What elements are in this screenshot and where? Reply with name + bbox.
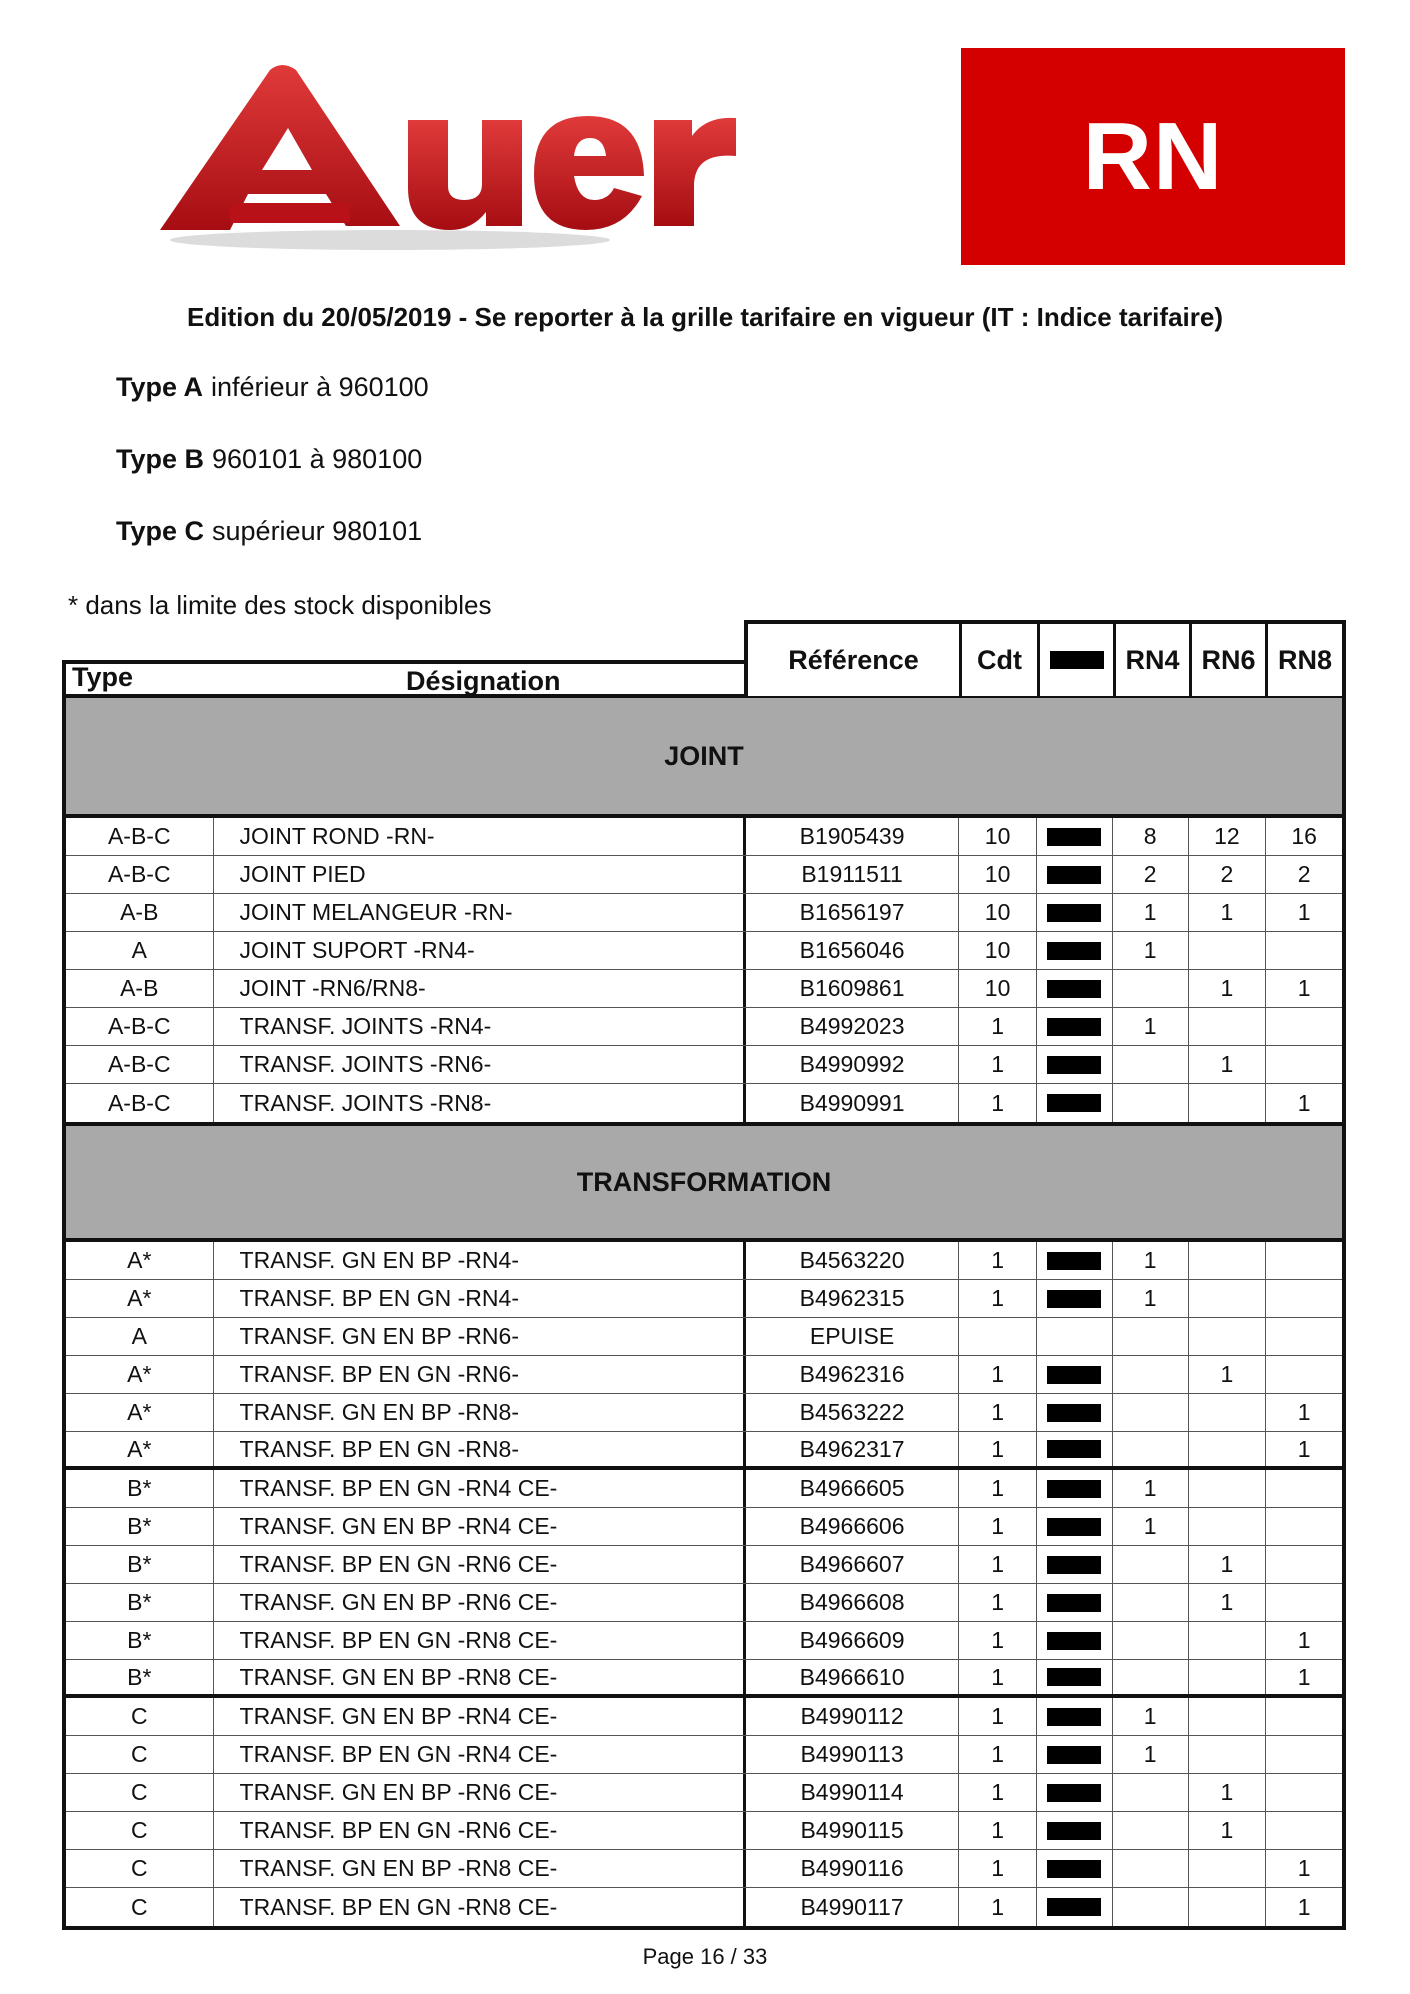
cell-cdt: 10 <box>959 818 1037 855</box>
cell-rn6 <box>1189 1242 1267 1279</box>
cell-rn4: 8 <box>1113 818 1189 855</box>
section-transformation: TRANSFORMATION <box>66 1122 1342 1242</box>
black-bar-icon <box>1047 904 1101 922</box>
joint-rows <box>66 818 1342 1122</box>
cell-reference: EPUISE <box>746 1318 959 1355</box>
cell-rn8 <box>1266 932 1342 969</box>
cell-rn6: 1 <box>1189 1546 1267 1583</box>
cell-cdt: 1 <box>959 1584 1037 1621</box>
cell-rn4: 1 <box>1113 1508 1189 1545</box>
table-row <box>66 1698 1342 1736</box>
cell-type: B* <box>66 1660 214 1694</box>
cell-type: C <box>66 1850 214 1887</box>
cell-reference: B4990112 <box>746 1698 959 1735</box>
cell-rn8: 16 <box>1291 823 1317 849</box>
type-b-line <box>116 444 422 475</box>
cell-rn4 <box>1113 1046 1189 1083</box>
cell-reference: B4990991 <box>746 1084 959 1122</box>
cell-designation: TRANSF. BP EN GN -RN8 CE- <box>214 1622 746 1659</box>
cell-rn4 <box>1113 1812 1189 1849</box>
cell-rn6: 1 <box>1189 1774 1267 1811</box>
cell-rn6 <box>1189 1394 1267 1431</box>
table-header-right <box>744 620 1346 700</box>
table-row <box>66 1470 1342 1508</box>
black-bar-icon <box>1047 1480 1101 1498</box>
cell-rn4: 1 <box>1113 1470 1189 1507</box>
cell-rn4: 1 <box>1113 1280 1189 1317</box>
cell-bar <box>1037 1046 1113 1083</box>
cell-type: C <box>66 1736 214 1773</box>
page-number: Page 16 / 33 <box>642 1944 768 1969</box>
cell-rn8: 1 <box>1297 1663 1311 1690</box>
cell-rn4 <box>1113 1888 1189 1926</box>
table-row <box>66 1584 1342 1622</box>
edition-line: Edition du 20/05/2019 - Se reporter à la grille tarifaire en vigueur (IT : Indice tarifaire) <box>187 302 1223 332</box>
cell-designation: TRANSF. JOINTS -RN8- <box>214 1084 746 1122</box>
cell-designation: TRANSF. BP EN GN -RN4 CE- <box>214 1470 746 1507</box>
cell-reference: B4966610 <box>746 1660 959 1694</box>
cell-rn4 <box>1113 1356 1189 1393</box>
cell-reference: B4966609 <box>746 1622 959 1659</box>
cell-type: C <box>66 1888 214 1926</box>
cell-rn8 <box>1266 1318 1342 1355</box>
black-bar-icon <box>1047 1898 1101 1916</box>
cell-rn8: 1 <box>1297 899 1311 925</box>
cell-cdt <box>959 1318 1037 1355</box>
black-bar-icon <box>1047 1708 1101 1726</box>
cell-rn6 <box>1189 1318 1267 1355</box>
type-b-range: 960101 à 980100 <box>212 444 423 474</box>
cell-rn6: 1 <box>1189 1046 1267 1083</box>
auer-logo <box>150 58 760 253</box>
type-a-range: inférieur à 960100 <box>211 372 429 402</box>
cell-designation: TRANSF. BP EN GN -RN6 CE- <box>214 1546 746 1583</box>
table-row <box>66 856 1342 894</box>
cell-rn8: 1 <box>1297 1627 1311 1653</box>
cell-bar <box>1037 1280 1113 1317</box>
cell-bar <box>1037 1394 1113 1431</box>
cell-rn4 <box>1113 1850 1189 1887</box>
cell-bar <box>1037 970 1113 1007</box>
cell-designation: TRANSF. GN EN BP -RN8- <box>214 1394 746 1431</box>
cell-bar <box>1037 932 1113 969</box>
cell-reference: B4990117 <box>746 1888 959 1926</box>
cell-rn4: 1 <box>1113 1736 1189 1773</box>
cell-designation: TRANSF. BP EN GN -RN6- <box>214 1356 746 1393</box>
cell-type: B* <box>66 1508 214 1545</box>
cell-reference: B4966607 <box>746 1546 959 1583</box>
type-b-label: Type B <box>116 444 205 474</box>
cell-bar <box>1037 1888 1113 1926</box>
cell-cdt: 1 <box>959 1008 1037 1045</box>
section-joint: JOINT <box>66 698 1342 818</box>
cell-bar <box>1037 1242 1113 1279</box>
cell-rn4 <box>1113 1432 1189 1466</box>
cell-type: A-B-C <box>66 1084 214 1122</box>
cell-bar <box>1037 1508 1113 1545</box>
header-designation: Désignation <box>406 666 561 696</box>
cell-bar <box>1037 1850 1113 1887</box>
cell-type: A-B-C <box>66 1046 214 1083</box>
cell-bar <box>1037 1356 1113 1393</box>
cell-rn6: 2 <box>1189 856 1267 893</box>
cell-type: A-B-C <box>66 856 214 893</box>
cell-rn4: 2 <box>1113 856 1189 893</box>
table-row <box>66 1660 1342 1698</box>
cell-type: A* <box>66 1356 214 1393</box>
header-cdt: Cdt <box>962 624 1040 696</box>
black-bar-icon <box>1047 1668 1101 1686</box>
cell-rn4: 1 <box>1113 1242 1189 1279</box>
cell-cdt: 1 <box>959 1356 1037 1393</box>
cell-reference: B4962317 <box>746 1432 959 1466</box>
black-bar-icon <box>1047 1746 1101 1764</box>
cell-cdt: 1 <box>959 1546 1037 1583</box>
cell-reference: B1905439 <box>746 818 959 855</box>
cell-type: A-B <box>66 970 214 1007</box>
cell-cdt: 10 <box>959 856 1037 893</box>
cell-rn4 <box>1113 1622 1189 1659</box>
cell-type: B* <box>66 1622 214 1659</box>
cell-reference: B4990992 <box>746 1046 959 1083</box>
cell-designation: TRANSF. GN EN BP -RN6 CE- <box>214 1774 746 1811</box>
cell-reference: B4990113 <box>746 1736 959 1773</box>
type-c-line <box>116 516 422 547</box>
table-row <box>66 970 1342 1008</box>
cell-rn6 <box>1189 1850 1267 1887</box>
cell-cdt: 10 <box>959 894 1037 931</box>
cell-designation: TRANSF. JOINTS -RN4- <box>214 1008 746 1045</box>
black-bar-icon <box>1047 1094 1101 1112</box>
cell-rn6: 12 <box>1189 818 1267 855</box>
price-table <box>62 698 1346 1930</box>
cell-rn8: 1 <box>1297 1399 1311 1425</box>
black-bar-icon <box>1047 1018 1101 1036</box>
cell-designation: TRANSF. BP EN GN -RN6 CE- <box>214 1812 746 1849</box>
cell-rn6 <box>1189 1008 1267 1045</box>
cell-rn6 <box>1189 1888 1267 1926</box>
table-row <box>66 1008 1342 1046</box>
table-row <box>66 1850 1342 1888</box>
table-row <box>66 1736 1342 1774</box>
table-row <box>66 1508 1342 1546</box>
cell-rn6: 1 <box>1189 894 1267 931</box>
cell-designation: JOINT SUPORT -RN4- <box>214 932 746 969</box>
cell-rn6: 1 <box>1189 970 1267 1007</box>
cell-rn8: 1 <box>1297 1089 1311 1116</box>
cell-reference: B4992023 <box>746 1008 959 1045</box>
cell-rn4: 1 <box>1113 1008 1189 1045</box>
cell-rn8: 1 <box>1297 1435 1311 1462</box>
cell-rn8 <box>1266 1280 1342 1317</box>
cell-bar <box>1037 1622 1113 1659</box>
header-rn4: RN4 <box>1116 624 1192 696</box>
cell-designation: TRANSF. GN EN BP -RN8 CE- <box>214 1850 746 1887</box>
black-bar-icon <box>1047 1860 1101 1878</box>
cell-rn6: 1 <box>1189 1584 1267 1621</box>
cell-rn8: 1 <box>1297 1893 1311 1920</box>
transformation-rows <box>66 1242 1342 1926</box>
black-bar-icon <box>1047 1632 1101 1650</box>
cell-designation: TRANSF. JOINTS -RN6- <box>214 1046 746 1083</box>
cell-bar <box>1037 1660 1113 1694</box>
table-row <box>66 818 1342 856</box>
cell-rn8 <box>1266 1774 1342 1811</box>
cell-reference: B4966608 <box>746 1584 959 1621</box>
black-bar-icon <box>1047 1518 1101 1536</box>
cell-designation: TRANSF. GN EN BP -RN4 CE- <box>214 1698 746 1735</box>
cell-cdt: 1 <box>959 1280 1037 1317</box>
cell-reference: B1656046 <box>746 932 959 969</box>
cell-rn6 <box>1189 1084 1267 1122</box>
cell-cdt: 1 <box>959 1698 1037 1735</box>
cell-cdt: 1 <box>959 1736 1037 1773</box>
black-bar-icon <box>1047 1784 1101 1802</box>
table-row <box>66 932 1342 970</box>
table-row <box>66 1242 1342 1280</box>
cell-rn6 <box>1189 932 1267 969</box>
cell-bar <box>1037 1812 1113 1849</box>
cell-designation: JOINT MELANGEUR -RN- <box>214 894 746 931</box>
cell-reference: B4962316 <box>746 1356 959 1393</box>
cell-rn4 <box>1113 1660 1189 1694</box>
cell-rn8 <box>1266 1046 1342 1083</box>
cell-designation: TRANSF. GN EN BP -RN8 CE- <box>214 1660 746 1694</box>
cell-cdt: 1 <box>959 1850 1037 1887</box>
table-row <box>66 1280 1342 1318</box>
cell-rn6 <box>1189 1432 1267 1466</box>
header-bar <box>1040 624 1116 696</box>
stock-note: * dans la limite des stock disponibles <box>68 590 492 620</box>
cell-reference: B1609861 <box>746 970 959 1007</box>
black-bar-icon <box>1047 1056 1101 1074</box>
rn-badge-text: RN <box>1082 102 1224 210</box>
cell-bar <box>1037 894 1113 931</box>
type-c-label: Type C <box>116 516 205 546</box>
black-bar-icon <box>1047 1822 1101 1840</box>
cell-rn4 <box>1113 1546 1189 1583</box>
cell-bar <box>1037 818 1113 855</box>
cell-type: B* <box>66 1584 214 1621</box>
cell-reference: B4563222 <box>746 1394 959 1431</box>
cell-type: C <box>66 1774 214 1811</box>
black-bar-icon <box>1047 828 1101 846</box>
type-a-label: Type A <box>116 372 204 402</box>
type-a-line <box>116 372 429 403</box>
cell-rn6 <box>1189 1622 1267 1659</box>
cell-type: B* <box>66 1546 214 1583</box>
cell-rn8: 1 <box>1297 975 1311 1001</box>
cell-type: C <box>66 1812 214 1849</box>
black-bar-icon <box>1047 1440 1101 1458</box>
cell-type: A <box>66 1318 214 1355</box>
table-row <box>66 1318 1342 1356</box>
cell-rn6 <box>1189 1660 1267 1694</box>
cell-cdt: 1 <box>959 1242 1037 1279</box>
header-rn8: RN8 <box>1277 644 1332 675</box>
cell-cdt: 1 <box>959 1084 1037 1122</box>
table-row <box>66 894 1342 932</box>
table-row <box>66 1546 1342 1584</box>
black-bar-icon <box>1047 1366 1101 1384</box>
table-row <box>66 1622 1342 1660</box>
cell-type: A* <box>66 1394 214 1431</box>
cell-rn6 <box>1189 1508 1267 1545</box>
cell-rn8 <box>1266 1546 1342 1583</box>
cell-rn6: 1 <box>1189 1812 1267 1849</box>
rn-badge <box>961 48 1345 265</box>
table-row <box>66 1432 1342 1470</box>
cell-type: A* <box>66 1242 214 1279</box>
cell-rn6 <box>1189 1470 1267 1507</box>
cell-type: A-B <box>66 894 214 931</box>
type-c-range: supérieur 980101 <box>212 516 423 546</box>
cell-rn4: 1 <box>1113 1698 1189 1735</box>
cell-reference: B4990115 <box>746 1812 959 1849</box>
cell-cdt: 1 <box>959 1812 1037 1849</box>
cell-rn8 <box>1266 1470 1342 1507</box>
cell-reference: B4990114 <box>746 1774 959 1811</box>
table-row <box>66 1394 1342 1432</box>
cell-cdt: 10 <box>959 932 1037 969</box>
cell-type: A* <box>66 1280 214 1317</box>
header-type: Type <box>72 662 134 692</box>
cell-cdt: 10 <box>959 970 1037 1007</box>
cell-cdt: 1 <box>959 1046 1037 1083</box>
cell-rn6 <box>1189 1736 1267 1773</box>
cell-rn8 <box>1266 1812 1342 1849</box>
cell-bar <box>1037 1584 1113 1621</box>
cell-cdt: 1 <box>959 1622 1037 1659</box>
cell-reference: B4966606 <box>746 1508 959 1545</box>
black-bar-icon <box>1047 942 1101 960</box>
cell-designation: TRANSF. GN EN BP -RN4 CE- <box>214 1508 746 1545</box>
black-bar-icon <box>1047 866 1101 884</box>
cell-bar <box>1037 1774 1113 1811</box>
cell-rn8: 1 <box>1297 1855 1311 1881</box>
black-bar-icon <box>1047 1290 1101 1308</box>
cell-bar <box>1037 1008 1113 1045</box>
cell-rn4 <box>1113 1084 1189 1122</box>
black-bar-icon <box>1047 1404 1101 1422</box>
cell-reference: B4966605 <box>746 1470 959 1507</box>
cell-cdt: 1 <box>959 1888 1037 1926</box>
header-reference: Référence <box>748 624 962 696</box>
cell-rn8 <box>1266 1736 1342 1773</box>
cell-designation: JOINT -RN6/RN8- <box>214 970 746 1007</box>
cell-reference: B4990116 <box>746 1850 959 1887</box>
cell-rn8 <box>1266 1508 1342 1545</box>
black-bar-icon <box>1047 1556 1101 1574</box>
cell-rn8: 2 <box>1297 861 1311 887</box>
cell-cdt: 1 <box>959 1508 1037 1545</box>
cell-type: A-B-C <box>66 1008 214 1045</box>
cell-bar <box>1037 1432 1113 1466</box>
cell-reference: B1911511 <box>746 856 959 893</box>
cell-bar <box>1037 856 1113 893</box>
cell-cdt: 1 <box>959 1394 1037 1431</box>
cell-rn4 <box>1113 1584 1189 1621</box>
table-row <box>66 1084 1342 1122</box>
cell-type: C <box>66 1698 214 1735</box>
cell-bar <box>1037 1546 1113 1583</box>
cell-rn4: 1 <box>1113 894 1189 931</box>
cell-designation: JOINT ROND -RN- <box>214 818 746 855</box>
cell-designation: TRANSF. BP EN GN -RN4- <box>214 1280 746 1317</box>
table-row <box>66 1774 1342 1812</box>
cell-reference: B1656197 <box>746 894 959 931</box>
table-row <box>66 1046 1342 1084</box>
black-bar-icon <box>1050 651 1104 669</box>
cell-rn8 <box>1266 1698 1342 1735</box>
cell-cdt: 1 <box>959 1660 1037 1694</box>
cell-cdt: 1 <box>959 1432 1037 1466</box>
cell-reference: B4962315 <box>746 1280 959 1317</box>
cell-designation: TRANSF. BP EN GN -RN8- <box>214 1432 746 1466</box>
cell-rn6 <box>1189 1280 1267 1317</box>
cell-type: A* <box>66 1432 214 1466</box>
cell-designation: TRANSF. GN EN BP -RN4- <box>214 1242 746 1279</box>
cell-rn6: 1 <box>1189 1356 1267 1393</box>
table-header-left <box>62 660 746 698</box>
cell-rn4 <box>1113 1394 1189 1431</box>
cell-rn8 <box>1266 1584 1342 1621</box>
cell-cdt: 1 <box>959 1774 1037 1811</box>
cell-bar <box>1037 1470 1113 1507</box>
table-row <box>66 1356 1342 1394</box>
cell-designation: TRANSF. GN EN BP -RN6- <box>214 1318 746 1355</box>
table-row <box>66 1888 1342 1926</box>
cell-rn4 <box>1113 1774 1189 1811</box>
cell-rn8 <box>1266 1242 1342 1279</box>
cell-type: A-B-C <box>66 818 214 855</box>
cell-type: B* <box>66 1470 214 1507</box>
cell-rn4 <box>1113 1318 1189 1355</box>
cell-type: A <box>66 932 214 969</box>
cell-reference: B4563220 <box>746 1242 959 1279</box>
cell-rn4: 1 <box>1113 932 1189 969</box>
table-row <box>66 1812 1342 1850</box>
cell-rn8 <box>1266 1356 1342 1393</box>
cell-cdt: 1 <box>959 1470 1037 1507</box>
cell-rn8 <box>1266 1008 1342 1045</box>
black-bar-icon <box>1047 980 1101 998</box>
cell-designation: TRANSF. BP EN GN -RN4 CE- <box>214 1736 746 1773</box>
header-rn6: RN6 <box>1192 624 1268 696</box>
cell-rn4 <box>1113 970 1189 1007</box>
cell-designation: TRANSF. BP EN GN -RN8 CE- <box>214 1888 746 1926</box>
cell-bar <box>1037 1318 1113 1355</box>
black-bar-icon <box>1047 1252 1101 1270</box>
black-bar-icon <box>1047 1594 1101 1612</box>
cell-bar <box>1037 1736 1113 1773</box>
cell-bar <box>1037 1084 1113 1122</box>
cell-designation: TRANSF. GN EN BP -RN6 CE- <box>214 1584 746 1621</box>
cell-rn6 <box>1189 1698 1267 1735</box>
cell-designation: JOINT PIED <box>214 856 746 893</box>
cell-bar <box>1037 1698 1113 1735</box>
